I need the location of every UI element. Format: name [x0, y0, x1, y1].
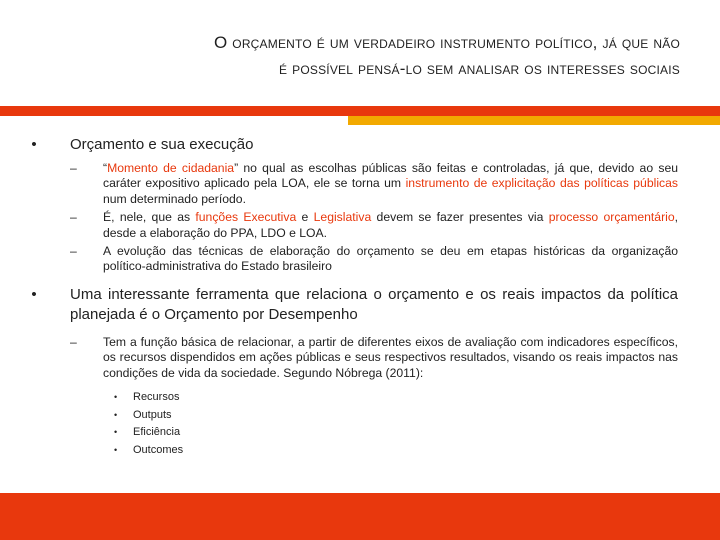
- bullet-icon: •: [114, 444, 118, 455]
- header-divider-orange: [348, 116, 720, 125]
- nobrega-list: [28, 389, 678, 459]
- title-line-2: é possível pensá-lo sem analisar os interesses sociais: [279, 59, 680, 78]
- bullet-orcamento-execucao: [28, 135, 678, 155]
- list-item: • Recursos: [28, 389, 678, 407]
- list-item: • Eficiência: [28, 424, 678, 442]
- highlight-text: Momento de cidadania: [107, 161, 235, 175]
- bullet-icon: •: [31, 285, 37, 303]
- dash-icon: –: [70, 334, 77, 349]
- footer-bar: [0, 493, 720, 540]
- bullet-text: Uma interessante ferramenta que relaciona o orçamento e os reais impactos da política planejada é o Orçamento por Desempenho: [70, 285, 678, 323]
- subitem-momento-cidadania: – “Momento de cidadania” no qual as escolhas públicas são feitas e controladas, já que, devido ao seu caráter expositivo aplicado pela LOA, ele se torna um instrumento de explicitação das políticas públicas num determinado período.: [70, 161, 679, 206]
- subitem-funcoes-executiva-legislativa: – É, nele, que as funções Executiva e Legislativa devem se fazer presentes via processo orçamentário, desde a elaboração do PPA, LDO e LOA.: [70, 210, 679, 240]
- list-item: • Outcomes: [28, 442, 678, 460]
- slide-title: [40, 30, 680, 82]
- header-divider-red: [0, 106, 720, 116]
- bullet-text: Orçamento e sua execução: [70, 136, 254, 153]
- highlight-text: processo orçamentário: [548, 210, 675, 225]
- highlight-text: Legislativa: [313, 210, 372, 225]
- subitem-funcao-basica: – Tem a função básica de relacionar, a partir de diferentes eixos de avaliação com indicadores específicos, os recursos dispendidos em ações públicas e seus respectivos resultados, visando os reais impactos nas condições de vida da sociedade. Segundo Nóbrega (2011):: [70, 334, 678, 380]
- highlight-text: instrumento de explicitação das políticas públicas: [405, 176, 678, 191]
- bullet-icon: •: [114, 392, 118, 403]
- dash-icon: –: [70, 161, 77, 175]
- bullet-orcamento-desempenho: [28, 285, 678, 325]
- dash-icon: –: [70, 244, 77, 259]
- title-line-1: O orçamento é um verdadeiro instrumento político, já que não: [213, 33, 680, 52]
- list-item: • Outputs: [28, 407, 678, 425]
- bullet-icon: •: [114, 409, 118, 420]
- bullet-icon: •: [31, 136, 37, 153]
- bullet-icon: •: [114, 427, 118, 438]
- subitem-evolucao-tecnicas: – A evolução das técnicas de elaboração do orçamento se deu em etapas históricas da organização político-administrativa do Estado brasileiro: [70, 244, 678, 274]
- slide-content: [28, 135, 678, 459]
- highlight-text: funções Executiva: [195, 210, 297, 225]
- dash-icon: –: [70, 210, 77, 225]
